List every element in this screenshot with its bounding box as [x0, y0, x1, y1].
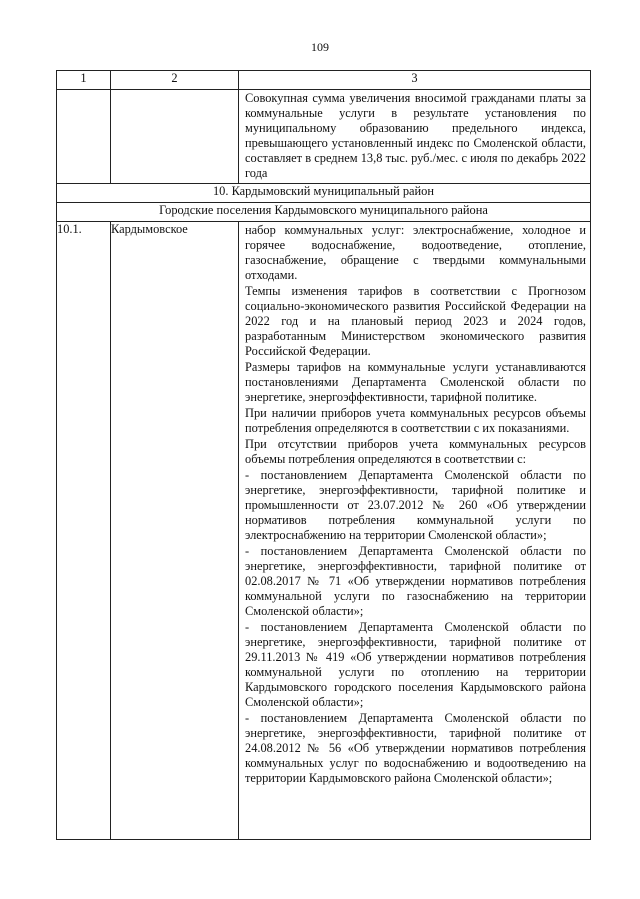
tariff-table	[56, 70, 591, 840]
paragraph: - постановлением Департамента Смоленской области по энергетике, энергоэффективности, тарифной политике от 02.08.2017 № 71 «Об утверждении нормативов потребления коммунальной услуги по газоснабжению на территории Смоленской области»;	[245, 544, 586, 618]
paragraph: - постановлением Департамента Смоленской области по энергетике, энергоэффективности, тарифной политике и промышленности от 23.07.2012 № 260 «Об утверждении нормативов потребления коммунальной услуги по электроснабжению на территории Смоленской области»;	[245, 468, 586, 542]
paragraph: - постановлением Департамента Смоленской области по энергетике, энергоэффективности, тарифной политике от 29.11.2013 № 419 «Об утверждении нормативов потребления коммунальной услуги по отоплению на территории Кардымовского городского поселения Кардымовского района Смоленской области»;	[245, 620, 586, 709]
section-title: 10. Кардымовский муниципальный район	[57, 184, 591, 203]
cell-description	[239, 222, 591, 840]
row-number: 10.1.	[57, 222, 111, 840]
subsection-title-row	[57, 203, 591, 222]
continued-text: Совокупная сумма увеличения вносимой гражданами платы за коммунальные услуги в результате установления по муниципальному образованию предельного индекса, превышающего установленный индекс по Смоленской области, составляет в среднем 13,8 тыс. руб./мес. с июля по декабрь 2022 года	[245, 91, 586, 180]
paragraph: При отсутствии приборов учета коммунальных ресурсов объемы потребления определяются в соответствии с:	[245, 437, 586, 466]
paragraph: набор коммунальных услуг: электроснабжение, холодное и горячее водоснабжение, водоотведение, отопление, газоснабжение, обращение с твердыми коммунальными отходами.	[245, 223, 586, 282]
subsection-title: Городские поселения Кардымовского муниципального района	[57, 203, 591, 222]
column-header-1: 1	[57, 71, 111, 90]
table-header-row	[57, 71, 591, 90]
paragraph: Темпы изменения тарифов в соответствии с Прогнозом социально-экономического развития Российской Федерации на 2022 год и на плановый период 2023 и 2024 годов, разработанным Министерством экономического развития Российской Федерации.	[245, 284, 586, 358]
description-text	[239, 222, 590, 788]
column-header-3: 3	[239, 71, 591, 90]
settlement-name: Кардымовское	[111, 222, 239, 840]
page-number: 109	[311, 40, 329, 54]
cell-name-empty	[111, 90, 239, 184]
table-row	[57, 222, 591, 840]
column-header-2: 2	[111, 71, 239, 90]
section-title-row	[57, 184, 591, 203]
table-row-continued	[57, 90, 591, 184]
cell-continued-text	[239, 90, 591, 184]
cell-number-empty	[57, 90, 111, 184]
paragraph: Размеры тарифов на коммунальные услуги устанавливаются постановлениями Департамента Смоленской области по энергетике, энергоэффективности, тарифной политике.	[245, 360, 586, 404]
paragraph: - постановлением Департамента Смоленской области по энергетике, энергоэффективности, тарифной политике от 24.08.2012 № 56 «Об утверждении нормативов потребления коммунальных услуг по водоснабжению и водоотведению на территории Кардымовского района Смоленской области»;	[245, 711, 586, 785]
paragraph: При наличии приборов учета коммунальных ресурсов объемы потребления определяются в соответствии с их показаниями.	[245, 406, 586, 435]
